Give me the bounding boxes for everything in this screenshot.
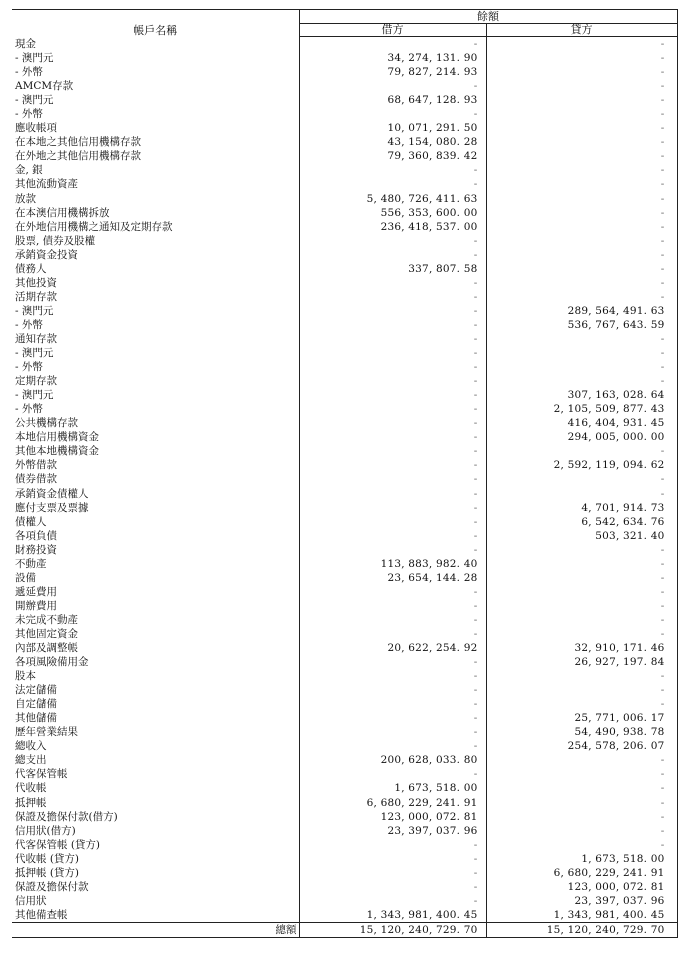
account-name-cell: 應收帳項 <box>12 121 299 135</box>
account-name-cell: - 外幣 <box>12 360 299 374</box>
account-name-cell: 在外地之其他信用機構存款 <box>12 149 299 163</box>
trial-balance-sheet <box>12 9 677 938</box>
account-name-cell: 活期存款 <box>12 290 299 304</box>
account-name-cell: 本地信用機構資金 <box>12 430 299 444</box>
account-name-cell: 應付支票及票據 <box>12 501 299 515</box>
table-row <box>12 262 677 276</box>
table-row <box>12 318 677 332</box>
account-name-cell: 信用狀 <box>12 894 299 908</box>
credit-cell: - <box>486 472 677 486</box>
credit-cell: - <box>486 107 677 121</box>
credit-cell: 6, 680, 229, 241. 91 <box>486 866 677 880</box>
debit-cell: - <box>299 613 486 627</box>
account-name-cell: 抵押帳 <box>12 796 299 810</box>
total-row <box>12 922 677 937</box>
account-name-cell: 總收入 <box>12 739 299 753</box>
balance-header: 餘額 <box>299 10 677 24</box>
credit-cell: - <box>486 276 677 290</box>
credit-cell: 1, 673, 518. 00 <box>486 852 677 866</box>
credit-cell: - <box>486 93 677 107</box>
table-row <box>12 149 677 163</box>
credit-cell: 503, 321. 40 <box>486 529 677 543</box>
credit-cell: 2, 105, 509, 877. 43 <box>486 402 677 416</box>
account-name-cell: 現金 <box>12 37 299 52</box>
credit-cell: 123, 000, 072. 81 <box>486 880 677 894</box>
table-row <box>12 908 677 923</box>
debit-cell: - <box>299 332 486 346</box>
account-name-cell: 代收帳 <box>12 781 299 795</box>
account-name-cell: 抵押帳 (貸方) <box>12 866 299 880</box>
debit-cell: - <box>299 318 486 332</box>
account-name-cell: 內部及調整帳 <box>12 641 299 655</box>
account-name-cell: - 澳門元 <box>12 51 299 65</box>
table-row <box>12 739 677 753</box>
debit-cell: - <box>299 304 486 318</box>
debit-cell: - <box>299 79 486 93</box>
credit-cell: - <box>486 79 677 93</box>
account-name-cell: 承銷資金債權人 <box>12 487 299 501</box>
table-row <box>12 79 677 93</box>
credit-header: 貸方 <box>486 24 677 37</box>
debit-cell: - <box>299 838 486 852</box>
account-name-cell: 其他投資 <box>12 276 299 290</box>
credit-cell: - <box>486 135 677 149</box>
account-name-cell: 不動產 <box>12 557 299 571</box>
credit-cell: 6, 542, 634. 76 <box>486 515 677 529</box>
account-name-header: 帳戶名稱 <box>12 10 299 37</box>
table-row <box>12 234 677 248</box>
credit-cell: - <box>486 838 677 852</box>
account-rows <box>12 37 677 923</box>
account-name-cell: 歷年營業結果 <box>12 725 299 739</box>
credit-cell: - <box>486 163 677 177</box>
account-name-cell: 遞延費用 <box>12 585 299 599</box>
table-row <box>12 458 677 472</box>
account-name-cell: AMCM存款 <box>12 79 299 93</box>
table-row <box>12 529 677 543</box>
account-name-cell: 其他固定資金 <box>12 627 299 641</box>
credit-cell: 536, 767, 643. 59 <box>486 318 677 332</box>
account-name-cell: 代客保管帳 <box>12 767 299 781</box>
table-row <box>12 276 677 290</box>
table-row <box>12 852 677 866</box>
account-name-cell: 債券借款 <box>12 472 299 486</box>
account-name-cell: 放款 <box>12 192 299 206</box>
credit-cell: - <box>486 290 677 304</box>
credit-cell: 307, 163, 028. 64 <box>486 388 677 402</box>
debit-cell: - <box>299 683 486 697</box>
credit-cell: 32, 910, 171. 46 <box>486 641 677 655</box>
debit-cell: 236, 418, 537. 00 <box>299 220 486 234</box>
debit-cell: 79, 827, 214. 93 <box>299 65 486 79</box>
account-name-cell: 其他本地機構資金 <box>12 444 299 458</box>
debit-cell: 68, 647, 128. 93 <box>299 93 486 107</box>
debit-cell: 34, 274, 131. 90 <box>299 51 486 65</box>
debit-cell: 556, 353, 600. 00 <box>299 206 486 220</box>
debit-cell: 10, 071, 291. 50 <box>299 121 486 135</box>
table-row <box>12 220 677 234</box>
account-name-cell: - 外幣 <box>12 65 299 79</box>
account-name-cell: 在本地之其他信用機構存款 <box>12 135 299 149</box>
credit-cell: - <box>486 37 677 52</box>
credit-cell: 416, 404, 931. 45 <box>486 416 677 430</box>
credit-cell: - <box>486 149 677 163</box>
credit-cell: - <box>486 206 677 220</box>
account-name-cell: 財務投資 <box>12 543 299 557</box>
debit-cell: - <box>299 725 486 739</box>
account-name-cell: 外幣借款 <box>12 458 299 472</box>
table-row <box>12 669 677 683</box>
credit-cell: - <box>486 346 677 360</box>
table-row <box>12 290 677 304</box>
table-row <box>12 810 677 824</box>
debit-cell: - <box>299 177 486 191</box>
total-credit: 15, 120, 240, 729. 70 <box>486 922 677 937</box>
table-row <box>12 487 677 501</box>
debit-cell: 1, 343, 981, 400. 45 <box>299 908 486 923</box>
debit-cell: - <box>299 599 486 613</box>
credit-cell: 1, 343, 981, 400. 45 <box>486 908 677 923</box>
debit-cell: - <box>299 852 486 866</box>
table-row <box>12 838 677 852</box>
debit-cell: 123, 000, 072. 81 <box>299 810 486 824</box>
account-name-cell: - 外幣 <box>12 402 299 416</box>
debit-cell: - <box>299 37 486 52</box>
account-name-cell: 各項負債 <box>12 529 299 543</box>
credit-cell: - <box>486 767 677 781</box>
table-row <box>12 93 677 107</box>
debit-cell: 5, 480, 726, 411. 63 <box>299 192 486 206</box>
total-label: 總額 <box>12 922 299 937</box>
table-row <box>12 613 677 627</box>
account-name-cell: 保證及擔保付款(借方) <box>12 810 299 824</box>
credit-cell: - <box>486 65 677 79</box>
account-name-cell: - 澳門元 <box>12 93 299 107</box>
credit-cell: - <box>486 557 677 571</box>
credit-cell: - <box>486 177 677 191</box>
table-row <box>12 388 677 402</box>
debit-cell: - <box>299 430 486 444</box>
table-row <box>12 121 677 135</box>
debit-cell: - <box>299 515 486 529</box>
table-row <box>12 725 677 739</box>
table-row <box>12 332 677 346</box>
account-name-cell: 信用狀(借方) <box>12 824 299 838</box>
credit-cell: - <box>486 444 677 458</box>
debit-cell: - <box>299 711 486 725</box>
debit-cell: - <box>299 472 486 486</box>
account-name-cell: 總支出 <box>12 753 299 767</box>
account-name-cell: 股本 <box>12 669 299 683</box>
account-name-cell: 在外地信用機構之通知及定期存款 <box>12 220 299 234</box>
debit-cell: 79, 360, 839. 42 <box>299 149 486 163</box>
account-name-cell: 保證及擔保付款 <box>12 880 299 894</box>
debit-header: 借方 <box>299 24 486 37</box>
debit-cell: - <box>299 529 486 543</box>
table-row <box>12 781 677 795</box>
table-row <box>12 557 677 571</box>
credit-cell: - <box>486 613 677 627</box>
account-name-cell: 債權人 <box>12 515 299 529</box>
account-name-cell: 股票, 債券及股權 <box>12 234 299 248</box>
debit-cell: - <box>299 107 486 121</box>
table-row <box>12 796 677 810</box>
table-row <box>12 163 677 177</box>
table-row <box>12 206 677 220</box>
account-name-cell: 定期存款 <box>12 374 299 388</box>
account-name-cell: 債務人 <box>12 262 299 276</box>
table-row <box>12 501 677 515</box>
table-row <box>12 107 677 121</box>
debit-cell: - <box>299 894 486 908</box>
debit-cell: - <box>299 290 486 304</box>
account-name-cell: 其他儲備 <box>12 711 299 725</box>
account-name-cell: - 外幣 <box>12 318 299 332</box>
table-row <box>12 65 677 79</box>
table-row <box>12 683 677 697</box>
credit-cell: 2, 592, 119, 094. 62 <box>486 458 677 472</box>
debit-cell: - <box>299 880 486 894</box>
credit-cell: 26, 927, 197. 84 <box>486 655 677 669</box>
debit-cell: - <box>299 360 486 374</box>
account-name-cell: - 澳門元 <box>12 388 299 402</box>
table-row <box>12 192 677 206</box>
table-row <box>12 641 677 655</box>
credit-cell: - <box>486 374 677 388</box>
credit-cell: - <box>486 781 677 795</box>
table-row <box>12 599 677 613</box>
table-row <box>12 304 677 318</box>
table-row <box>12 37 677 52</box>
table-row <box>12 515 677 529</box>
account-name-cell: 設備 <box>12 571 299 585</box>
debit-cell: - <box>299 163 486 177</box>
debit-cell: - <box>299 627 486 641</box>
debit-cell: 200, 628, 033. 80 <box>299 753 486 767</box>
table-row <box>12 585 677 599</box>
credit-cell: - <box>486 571 677 585</box>
credit-cell: - <box>486 543 677 557</box>
account-name-cell: 法定儲備 <box>12 683 299 697</box>
debit-cell: - <box>299 276 486 290</box>
credit-cell: - <box>486 121 677 135</box>
debit-cell: 337, 807. 58 <box>299 262 486 276</box>
table-row <box>12 627 677 641</box>
account-name-cell: 自定儲備 <box>12 697 299 711</box>
table-row <box>12 51 677 65</box>
debit-cell: - <box>299 388 486 402</box>
debit-cell: - <box>299 585 486 599</box>
credit-cell: - <box>486 248 677 262</box>
table-row <box>12 177 677 191</box>
credit-cell: - <box>486 683 677 697</box>
credit-cell: 289, 564, 491. 63 <box>486 304 677 318</box>
credit-cell: - <box>486 669 677 683</box>
debit-cell: 113, 883, 982. 40 <box>299 557 486 571</box>
credit-cell: - <box>486 796 677 810</box>
account-name-cell: 金, 銀 <box>12 163 299 177</box>
credit-cell: 294, 005, 000. 00 <box>486 430 677 444</box>
table-row <box>12 866 677 880</box>
total-debit: 15, 120, 240, 729. 70 <box>299 922 486 937</box>
debit-cell: - <box>299 234 486 248</box>
credit-cell: 4, 701, 914. 73 <box>486 501 677 515</box>
table-row <box>12 767 677 781</box>
table-row <box>12 360 677 374</box>
credit-cell: - <box>486 753 677 767</box>
table-row <box>12 880 677 894</box>
table-row <box>12 894 677 908</box>
account-name-cell: - 外幣 <box>12 107 299 121</box>
table-row <box>12 444 677 458</box>
debit-cell: - <box>299 416 486 430</box>
table-row <box>12 697 677 711</box>
account-name-cell: 公共機構存款 <box>12 416 299 430</box>
credit-cell: - <box>486 824 677 838</box>
table-row <box>12 655 677 669</box>
table-row <box>12 753 677 767</box>
debit-cell: - <box>299 767 486 781</box>
account-name-cell: - 澳門元 <box>12 304 299 318</box>
debit-cell: - <box>299 402 486 416</box>
table-row <box>12 402 677 416</box>
credit-cell: - <box>486 360 677 374</box>
debit-cell: - <box>299 739 486 753</box>
debit-cell: - <box>299 669 486 683</box>
table-row <box>12 824 677 838</box>
debit-cell: 43, 154, 080. 28 <box>299 135 486 149</box>
account-name-cell: 其他流動資產 <box>12 177 299 191</box>
credit-cell: - <box>486 234 677 248</box>
credit-cell: - <box>486 585 677 599</box>
debit-cell: - <box>299 543 486 557</box>
credit-cell: - <box>486 697 677 711</box>
account-name-cell: 通知存款 <box>12 332 299 346</box>
debit-cell: - <box>299 866 486 880</box>
account-name-cell: 各項風險備用金 <box>12 655 299 669</box>
debit-cell: 23, 397, 037. 96 <box>299 824 486 838</box>
account-name-cell: 代收帳 (貸方) <box>12 852 299 866</box>
debit-cell: - <box>299 346 486 360</box>
debit-cell: 20, 622, 254. 92 <box>299 641 486 655</box>
debit-cell: - <box>299 501 486 515</box>
credit-cell: - <box>486 627 677 641</box>
debit-cell: - <box>299 697 486 711</box>
debit-cell: 23, 654, 144. 28 <box>299 571 486 585</box>
account-name-cell: 代客保管帳 (貸方) <box>12 838 299 852</box>
debit-cell: - <box>299 248 486 262</box>
debit-cell: - <box>299 487 486 501</box>
table-row <box>12 374 677 388</box>
trial-balance-table <box>12 9 678 938</box>
table-row <box>12 416 677 430</box>
debit-cell: 6, 680, 229, 241. 91 <box>299 796 486 810</box>
credit-cell: - <box>486 810 677 824</box>
table-row <box>12 472 677 486</box>
account-name-cell: 在本澳信用機構拆放 <box>12 206 299 220</box>
credit-cell: - <box>486 192 677 206</box>
account-name-cell: 開辦費用 <box>12 599 299 613</box>
table-row <box>12 711 677 725</box>
debit-cell: - <box>299 374 486 388</box>
debit-cell: - <box>299 444 486 458</box>
debit-cell: 1, 673, 518. 00 <box>299 781 486 795</box>
debit-cell: - <box>299 655 486 669</box>
account-name-cell: - 澳門元 <box>12 346 299 360</box>
table-row <box>12 248 677 262</box>
account-name-cell: 承銷資金投資 <box>12 248 299 262</box>
credit-cell: - <box>486 220 677 234</box>
table-row <box>12 571 677 585</box>
credit-cell: 54, 490, 938. 78 <box>486 725 677 739</box>
credit-cell: 23, 397, 037. 96 <box>486 894 677 908</box>
table-row <box>12 543 677 557</box>
account-name-cell: 未完成不動產 <box>12 613 299 627</box>
table-row <box>12 135 677 149</box>
credit-cell: - <box>486 262 677 276</box>
table-row <box>12 346 677 360</box>
account-name-cell: 其他備查帳 <box>12 908 299 923</box>
credit-cell: - <box>486 487 677 501</box>
credit-cell: - <box>486 51 677 65</box>
credit-cell: - <box>486 599 677 613</box>
credit-cell: - <box>486 332 677 346</box>
credit-cell: 25, 771, 006. 17 <box>486 711 677 725</box>
debit-cell: - <box>299 458 486 472</box>
credit-cell: 254, 578, 206. 07 <box>486 739 677 753</box>
table-row <box>12 430 677 444</box>
